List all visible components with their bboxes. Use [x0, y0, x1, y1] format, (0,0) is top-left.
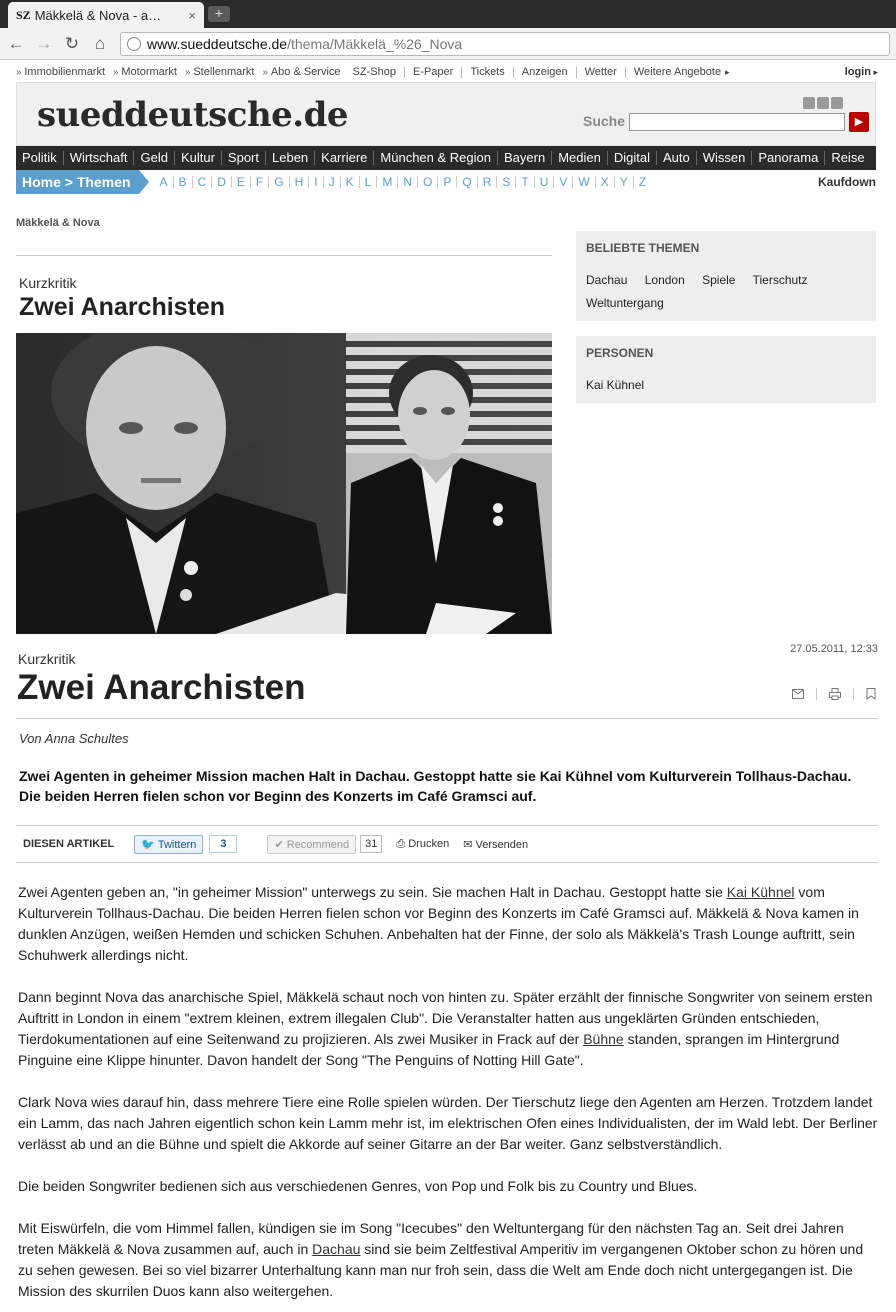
alphabet-letter-v[interactable]: V — [554, 176, 573, 188]
back-arrow-icon[interactable]: ← — [7, 34, 25, 53]
mail-icon[interactable] — [792, 689, 804, 699]
divider — [816, 688, 817, 700]
address-bar[interactable] — [120, 32, 890, 56]
divider — [16, 862, 878, 863]
alphabet-letter-s[interactable]: S — [497, 176, 516, 188]
kaufdown-link[interactable]: Kaufdown — [818, 175, 876, 189]
print-icon: ⎙ — [396, 837, 406, 850]
text-run: standen, sprangen im Hintergrund Pinguine eine Klippe hinunter. Davon handelt der Song "The Penguins of Notting Hill Gate". — [18, 1031, 840, 1068]
alphabet-letter-g[interactable]: G — [269, 176, 289, 188]
tab-title: Mäkkelä & Nova - a… — [34, 7, 162, 23]
alphabet-letter-c[interactable]: C — [193, 176, 213, 188]
alphabet-letter-m[interactable]: M — [377, 176, 398, 188]
popular-topics-box — [576, 231, 876, 321]
text-run: Dann beginnt Nova das anarchische Spiel, Mäkkelä schaut noch von hinten zu. Später erzählt der finnische Songwriter von seinem ersten Auftritt in London in einem "extrem kleinen, extrem illegalen Club". Die Veranstalter hatten aus ungeklärten Gründen entschieden, Tierdokumentationen auf eine Seitenwand zu projizieren. Als zwei Musiker in Frack auf der — [18, 989, 873, 1047]
service-link-weitere[interactable]: Weitere Angebote — [633, 66, 722, 78]
twitter-bird-icon: 🐦 — [141, 838, 155, 851]
search-submit-button[interactable]: ▶ — [849, 112, 869, 132]
photo-illustration — [16, 333, 552, 634]
persons-title: PERSONEN — [586, 346, 654, 360]
text-run: Mit Eiswürfeln, die vom Himmel fallen, kündigen sie im Song "Icecubes" den Weltuntergang für den nächsten Tag an. Seit drei Jahren treten Mäkkelä & Nova zusammen auf, auch in — [18, 1220, 844, 1257]
twitter-share-button[interactable] — [134, 835, 203, 854]
send-label: Versenden — [475, 838, 529, 851]
divider — [576, 67, 577, 78]
persons-list — [586, 374, 866, 397]
social-icons — [803, 97, 843, 109]
divider — [625, 67, 626, 78]
service-link-anzeigen[interactable]: Anzeigen — [521, 66, 568, 78]
twitter-icon[interactable] — [817, 97, 829, 109]
alphabet-index — [155, 176, 652, 188]
article-paragraph — [18, 882, 880, 966]
divider — [404, 67, 405, 78]
alphabet-letter-f[interactable]: F — [251, 176, 269, 188]
article-paragraph — [18, 1218, 880, 1302]
browser-toolbar — [0, 28, 896, 60]
nav-item-geld[interactable]: Geld — [134, 151, 174, 165]
alphabet-letter-t[interactable]: T — [516, 176, 534, 188]
text-run: Zwei Agenten geben an, "in geheimer Mission" unterwegs zu sein. Sie machen Halt in Dachau. Gestoppt hatte sie — [18, 884, 727, 900]
alphabet-letter-z[interactable]: Z — [638, 175, 647, 189]
article-body — [18, 882, 880, 1312]
persons-box — [576, 336, 876, 403]
facebook-icon[interactable] — [831, 97, 843, 109]
main-navigation — [16, 146, 876, 170]
alphabet-letter-h[interactable]: H — [290, 176, 310, 188]
divider — [513, 67, 514, 78]
sz-favicon-icon: SZ — [16, 7, 31, 22]
link-dachau[interactable]: Dachau — [312, 1241, 361, 1257]
teaser-kicker: Kurzkritik — [19, 275, 77, 291]
service-link-abo[interactable]: » Abo & Service — [262, 66, 340, 78]
divider — [16, 718, 878, 719]
nav-item-politik[interactable]: Politik — [16, 151, 64, 165]
send-link[interactable] — [463, 838, 528, 851]
recommend-label: Recommend — [286, 838, 350, 851]
article-paragraph: Die beiden Songwriter bedienen sich aus verschiedenen Genres, von Pop und Folk bis zu Country und Blues. — [18, 1178, 698, 1194]
article-date: 27.05.2011, 12:33 — [790, 643, 878, 655]
tab-close-icon[interactable]: × — [188, 7, 196, 23]
service-link-wetter[interactable]: Wetter — [584, 66, 617, 78]
topic-link-dachau[interactable]: Dachau — [586, 273, 628, 287]
print-link[interactable] — [396, 838, 449, 851]
share-bar — [16, 827, 878, 861]
search-label: Suche — [583, 113, 626, 129]
recommend-button[interactable] — [267, 835, 356, 854]
forward-arrow-icon[interactable]: → — [35, 34, 53, 53]
nav-item-kultur[interactable]: Kultur — [175, 151, 222, 165]
article-lead: Zwei Agenten in geheimer Mission machen Halt in Dachau. Gestoppt hatte sie Kai Kühnel vom Kulturverein Tollhaus-Dachau. Die beiden Herren fielen schon vor Beginn des Konzerts im Café Gramsci auf. — [19, 768, 852, 804]
link-buehne[interactable]: Bühne — [583, 1031, 624, 1047]
service-link-tickets[interactable]: Tickets — [470, 66, 505, 78]
alphabet-letter-l[interactable]: L — [360, 176, 378, 188]
site-logo[interactable]: sueddeutsche.de — [37, 95, 349, 135]
alphabet-letter-x[interactable]: X — [596, 176, 615, 188]
new-tab-button[interactable]: + — [208, 6, 230, 22]
topic-link-tierschutz[interactable]: Tierschutz — [752, 273, 808, 287]
site-header — [16, 82, 876, 146]
check-icon: ✔ — [274, 838, 284, 851]
article-tools — [792, 688, 876, 700]
alphabet-letter-o[interactable]: O — [418, 176, 438, 188]
divider — [461, 67, 462, 78]
nav-item-medien[interactable]: Medien — [552, 151, 608, 165]
teaser-title[interactable]: Zwei Anarchisten — [19, 293, 226, 321]
alphabet-letter-d[interactable]: D — [212, 176, 232, 188]
alphabet-letter-u[interactable]: U — [535, 176, 555, 188]
article-author: Von Anna Schultes — [19, 731, 129, 746]
nav-item-wirtschaft[interactable]: Wirtschaft — [64, 151, 135, 165]
service-link-epaper[interactable]: E-Paper — [412, 66, 454, 78]
article-photo — [16, 333, 552, 634]
alphabet-letter-q[interactable]: Q — [457, 176, 477, 188]
divider — [16, 255, 552, 256]
divider — [16, 825, 878, 826]
login-link[interactable]: login ▸ — [845, 66, 878, 78]
alphabet-letter-e[interactable]: E — [232, 176, 251, 188]
print-icon[interactable] — [829, 688, 841, 700]
service-link-szshop[interactable]: SZ-Shop — [352, 66, 396, 78]
alphabet-letter-n[interactable]: N — [398, 176, 418, 188]
nav-item-digital[interactable]: Digital — [608, 151, 657, 165]
alphabet-letter-w[interactable]: W — [573, 176, 595, 188]
breadcrumb-home-themen[interactable]: Home > Themen — [16, 170, 139, 194]
alphabet-letter-k[interactable]: K — [341, 176, 360, 188]
alphabet-letter-p[interactable]: P — [438, 176, 457, 188]
twitter-share-label: Twittern — [157, 838, 197, 851]
topic-link-london[interactable]: London — [644, 273, 685, 287]
globe-icon — [127, 37, 141, 51]
popular-topics-list — [586, 269, 866, 315]
search-input[interactable] — [629, 113, 845, 131]
recommend-count: 31 — [360, 835, 382, 853]
nav-item-karriere[interactable]: Karriere — [315, 151, 374, 165]
service-bar — [16, 64, 878, 80]
nav-item-reise[interactable]: Reise — [831, 150, 865, 165]
alphabet-letter-i[interactable]: I — [309, 176, 323, 188]
topic-link-spiele[interactable]: Spiele — [702, 273, 736, 287]
rss-icon[interactable] — [803, 97, 815, 109]
article-paragraph — [18, 987, 880, 1071]
browser-tabstrip — [0, 0, 896, 28]
alphabet-letter-y[interactable]: Y — [615, 176, 634, 188]
service-link-immobilienmarkt[interactable]: » Immobilienmarkt — [16, 66, 105, 78]
reload-icon[interactable]: ↻ — [64, 34, 80, 53]
nav-item-auto[interactable]: Auto — [657, 151, 697, 165]
text-run: vom Kulturverein Tollhaus-Dachau. Die beiden Herren fielen schon vor Beginn des Konzerts im Café Gramsci auf. Mäkkelä & Nova kamen in dunklen Anzügen, weißen Hemden und schicken Schuhen. Anbehalten hat der Finne, der solo als Mäkkelä's Trash Lounge auftritt, sein Schuhwerk allerdings nicht. — [18, 884, 859, 963]
article-kicker: Kurzkritik — [18, 651, 76, 667]
nav-item-sport[interactable]: Sport — [222, 151, 266, 165]
service-link-motormarkt[interactable]: » Motormarkt — [113, 66, 177, 78]
alphabet-letter-r[interactable]: R — [478, 176, 498, 188]
themen-bar — [16, 170, 876, 194]
print-label: Drucken — [408, 837, 450, 850]
share-label: DIESEN ARTIKEL — [23, 838, 115, 850]
mail-icon: ✉ — [463, 838, 473, 851]
nav-item-panorama[interactable]: Panorama — [752, 151, 825, 165]
url-host: www.sueddeutsche.de — [147, 36, 288, 52]
article-title: Zwei Anarchisten — [17, 668, 306, 707]
home-icon[interactable]: ⌂ — [94, 34, 106, 53]
service-link-stellenmarkt[interactable]: » Stellenmarkt — [185, 66, 254, 78]
bookmark-icon[interactable] — [866, 688, 876, 700]
person-link-kai-kuehnel[interactable]: Kai Kühnel — [586, 378, 645, 392]
topic-link-weltuntergang[interactable]: Weltuntergang — [586, 296, 664, 310]
nav-item-wissen[interactable]: Wissen — [697, 151, 753, 165]
article-paragraph: Clark Nova wies darauf hin, dass mehrere Tiere eine Rolle spielen würden. Der Tierschutz liege den Agenten am Herzen. Trotzdem landet ein Lamm, das nach Jahren eigentlich schon kein Lamm mehr ist, im elektrischen Ofen eines Individualisten, der im Wald lebt. Der Berliner verlässt ab und an die Bühne und spielt die Akkorde auf seiner Gitarre an der Bar weiter. Ganz selbstverständlich. — [18, 1094, 878, 1152]
nav-item-muenchen[interactable]: München & Region — [374, 151, 498, 165]
text-run: sind sie beim Zeltfestival Amperitiv im vergangenen Oktober schon zu hören und zu sehen gewesen. Bei so viel bizarrer Unterhaltung kann man nur froh sein, dass die Welt am Ende doch nicht untergegangen ist. Die Mission des skurrilen Duos kann also weitergehen. — [18, 1241, 864, 1299]
alphabet-letter-b[interactable]: B — [174, 176, 193, 188]
caret-right-icon: ▸ — [725, 66, 730, 77]
page-topic: Mäkkelä & Nova — [16, 217, 100, 229]
nav-item-leben[interactable]: Leben — [266, 151, 315, 165]
browser-tab-active[interactable] — [8, 2, 204, 28]
popular-topics-title: BELIEBTE THEMEN — [586, 241, 700, 255]
twitter-count: 3 — [209, 835, 237, 853]
nav-item-bayern[interactable]: Bayern — [498, 151, 552, 165]
alphabet-letter-a[interactable]: A — [155, 176, 174, 188]
link-kai-kuehnel[interactable]: Kai Kühnel — [726, 884, 795, 900]
divider — [853, 688, 854, 700]
alphabet-letter-j[interactable]: J — [324, 176, 341, 188]
url-path: /thema/Mäkkelä_%26_Nova — [287, 36, 463, 52]
